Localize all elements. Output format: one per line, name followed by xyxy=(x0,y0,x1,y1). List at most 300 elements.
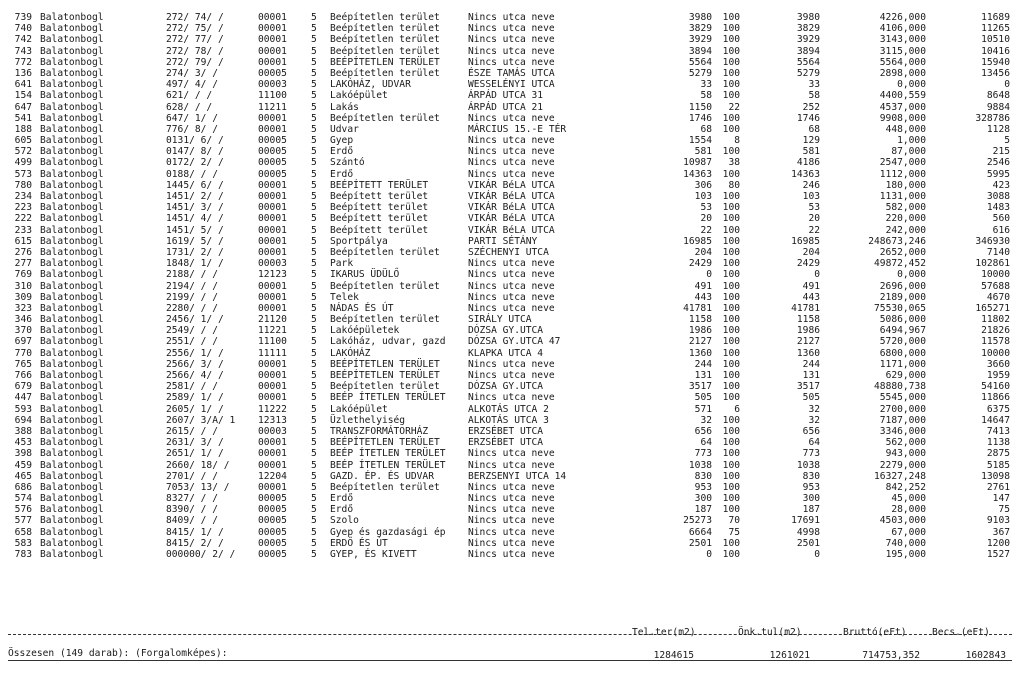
row-gross-value: 248673,246 xyxy=(868,235,926,247)
row-type: 5 xyxy=(311,23,317,35)
row-description: Beépítetlen terület xyxy=(330,112,440,124)
row-address: Nincs utca neve xyxy=(468,302,555,314)
row-estimated-value: 147 xyxy=(992,493,1010,505)
table-row xyxy=(0,79,1024,90)
row-parcel-number: 0172/ 2/ / xyxy=(166,157,224,169)
row-area: 581 xyxy=(694,146,712,158)
row-id: 576 xyxy=(14,504,32,516)
row-settlement: Balatonbogl xyxy=(40,34,104,46)
row-type: 5 xyxy=(311,493,317,505)
row-estimated-value: 5185 xyxy=(986,459,1010,471)
row-type: 5 xyxy=(311,448,317,460)
row-id: 574 xyxy=(14,493,32,505)
row-address: Nincs utca neve xyxy=(468,146,555,158)
row-owned-area: 2429 xyxy=(796,258,820,270)
row-gross-value: 45,000 xyxy=(891,493,926,505)
row-estimated-value: 215 xyxy=(992,146,1010,158)
row-gross-value: 1,000 xyxy=(897,135,926,147)
row-estimated-value: 14647 xyxy=(981,414,1010,426)
row-area: 2429 xyxy=(688,258,712,270)
table-row xyxy=(0,124,1024,135)
row-description: TRANSZFORMÁTORHÁZ xyxy=(330,425,429,437)
row-settlement: Balatonbogl xyxy=(40,269,104,281)
row-settlement: Balatonbogl xyxy=(40,67,104,79)
row-gross-value: 0,000 xyxy=(897,269,926,281)
row-parcel-number: 2631/ 3/ / xyxy=(166,437,224,449)
row-description: BEÉPÍTETT TERÜLET xyxy=(330,179,429,191)
row-area: 1746 xyxy=(688,112,712,124)
row-share: 100 xyxy=(722,470,740,482)
row-share: 100 xyxy=(722,146,740,158)
row-owned-area: 4998 xyxy=(796,526,820,538)
table-row xyxy=(0,348,1024,359)
row-parcel-number: 2566/ 4/ / xyxy=(166,370,224,381)
row-estimated-value: 11802 xyxy=(981,314,1010,326)
row-description: Beépítetlen terület xyxy=(330,23,440,35)
table-row xyxy=(0,370,1024,381)
row-share: 6 xyxy=(734,403,740,415)
row-share: 100 xyxy=(722,246,740,258)
row-type: 5 xyxy=(311,67,317,79)
row-settlement: Balatonbogl xyxy=(40,414,104,426)
row-estimated-value: 2875 xyxy=(986,448,1010,460)
row-share: 100 xyxy=(722,392,740,404)
row-estimated-value: 102861 xyxy=(975,258,1010,270)
row-address: SZÉCHENYI UTCA xyxy=(468,246,549,258)
row-settlement: Balatonbogl xyxy=(40,90,104,102)
row-share: 100 xyxy=(722,425,740,437)
row-id: 770 xyxy=(14,347,32,359)
row-code: 00001 xyxy=(258,213,287,225)
row-estimated-value: 3660 xyxy=(986,358,1010,370)
row-code: 00001 xyxy=(258,448,287,460)
row-settlement: Balatonbogl xyxy=(40,481,104,493)
row-settlement: Balatonbogl xyxy=(40,179,104,191)
row-address: Nincs utca neve xyxy=(468,291,555,303)
row-gross-value: 5545,000 xyxy=(879,392,926,404)
row-code: 11221 xyxy=(258,325,287,337)
row-code: 00005 xyxy=(258,67,287,79)
table-row xyxy=(0,202,1024,213)
row-settlement: Balatonbogl xyxy=(40,280,104,292)
row-code: 11111 xyxy=(258,347,287,359)
row-share: 100 xyxy=(722,504,740,516)
row-gross-value: 2700,000 xyxy=(879,403,926,415)
row-gross-value: 3346,000 xyxy=(879,425,926,437)
row-parcel-number: 1619/ 5/ / xyxy=(166,235,224,247)
row-parcel-number: 0147/ 8/ / xyxy=(166,146,224,158)
row-settlement: Balatonbogl xyxy=(40,325,104,337)
table-row xyxy=(0,135,1024,146)
row-description: BEÉPÍTETLEN TERÜLET xyxy=(330,370,440,381)
row-share: 100 xyxy=(722,258,740,270)
row-estimated-value: 10510 xyxy=(981,34,1010,46)
row-parcel-number: 2651/ 1/ / xyxy=(166,448,224,460)
row-type: 5 xyxy=(311,470,317,482)
row-share: 100 xyxy=(722,12,740,23)
row-type: 5 xyxy=(311,392,317,404)
row-id: 765 xyxy=(14,358,32,370)
row-description: GYEP, ÉS KIVETT xyxy=(330,549,417,560)
row-estimated-value: 11866 xyxy=(981,392,1010,404)
header-becs: Becs.(eFt) xyxy=(932,627,990,638)
row-description: Beépítetlen terület xyxy=(330,481,440,493)
row-owned-area: 20 xyxy=(808,213,820,225)
row-settlement: Balatonbogl xyxy=(40,235,104,247)
header-brutto: Bruttó(eFt) xyxy=(843,627,907,638)
row-owned-area: 3980 xyxy=(796,12,820,23)
row-settlement: Balatonbogl xyxy=(40,470,104,482)
row-area: 131 xyxy=(694,370,712,381)
row-code: 00001 xyxy=(258,291,287,303)
row-code: 00005 xyxy=(258,168,287,180)
row-gross-value: 2652,000 xyxy=(879,246,926,258)
row-code: 12313 xyxy=(258,414,287,426)
row-code: 00001 xyxy=(258,34,287,46)
row-share: 100 xyxy=(722,347,740,359)
row-id: 222 xyxy=(14,213,32,225)
table-row xyxy=(0,236,1024,247)
row-id: 577 xyxy=(14,515,32,527)
row-owned-area: 581 xyxy=(802,146,820,158)
row-id: 277 xyxy=(14,258,32,270)
row-id: 593 xyxy=(14,403,32,415)
row-gross-value: 629,000 xyxy=(885,370,926,381)
row-parcel-number: 2456/ 1/ / xyxy=(166,314,224,326)
row-settlement: Balatonbogl xyxy=(40,213,104,225)
table-row xyxy=(0,482,1024,493)
row-estimated-value: 10000 xyxy=(981,347,1010,359)
row-share: 100 xyxy=(722,291,740,303)
row-settlement: Balatonbogl xyxy=(40,358,104,370)
row-code: 00001 xyxy=(258,370,287,381)
row-share: 100 xyxy=(722,537,740,549)
row-area: 33 xyxy=(700,79,712,91)
row-gross-value: 16327,248 xyxy=(874,470,926,482)
row-gross-value: 1171,000 xyxy=(879,358,926,370)
row-estimated-value: 7140 xyxy=(986,246,1010,258)
row-estimated-value: 346930 xyxy=(975,235,1010,247)
row-code: 00001 xyxy=(258,235,287,247)
row-share: 100 xyxy=(722,123,740,135)
row-id: 679 xyxy=(14,381,32,393)
row-settlement: Balatonbogl xyxy=(40,336,104,348)
row-description: BEÉP ÍTETLEN TERÜLET xyxy=(330,459,446,471)
row-code: 00001 xyxy=(258,459,287,471)
row-share: 100 xyxy=(722,224,740,236)
row-gross-value: 5086,000 xyxy=(879,314,926,326)
row-description: Szántó xyxy=(330,157,365,169)
row-type: 5 xyxy=(311,481,317,493)
row-share: 100 xyxy=(722,481,740,493)
row-estimated-value: 9103 xyxy=(986,515,1010,527)
row-owned-area: 204 xyxy=(802,246,820,258)
row-address: DÓZSA GY.UTCA xyxy=(468,381,544,393)
row-id: 694 xyxy=(14,414,32,426)
row-description: Beépítetlen terület xyxy=(330,314,440,326)
row-id: 743 xyxy=(14,45,32,57)
row-description: NÁDAS ÉS ÚT xyxy=(330,302,394,314)
row-code: 00003 xyxy=(258,425,287,437)
table-row xyxy=(0,225,1024,236)
row-code: 00001 xyxy=(258,123,287,135)
row-address: Nincs utca neve xyxy=(468,549,555,560)
row-estimated-value: 15940 xyxy=(981,56,1010,68)
row-type: 5 xyxy=(311,280,317,292)
row-description: Beépítetlen terület xyxy=(330,280,440,292)
row-area: 25273 xyxy=(683,515,712,527)
row-owned-area: 0 xyxy=(814,549,820,560)
row-owned-area: 103 xyxy=(802,191,820,202)
row-area: 3894 xyxy=(688,45,712,57)
row-area: 300 xyxy=(694,493,712,505)
row-address: Nincs utca neve xyxy=(468,12,555,23)
row-estimated-value: 11578 xyxy=(981,336,1010,348)
row-type: 5 xyxy=(311,314,317,326)
row-area: 22 xyxy=(700,224,712,236)
row-code: 00001 xyxy=(258,12,287,23)
row-parcel-number: 2551/ / / xyxy=(166,336,218,348)
header-onk-tul: Önk.tul(m2) xyxy=(738,627,802,638)
row-owned-area: 953 xyxy=(802,481,820,493)
row-type: 5 xyxy=(311,202,317,214)
row-code: 00003 xyxy=(258,258,287,270)
row-settlement: Balatonbogl xyxy=(40,101,104,113)
row-parcel-number: 2549/ / / xyxy=(166,325,218,337)
row-parcel-number: 2194/ / / xyxy=(166,280,218,292)
row-description: ERDŐ ÉS ÚT xyxy=(330,537,388,549)
row-gross-value: 3143,000 xyxy=(879,34,926,46)
row-share: 8 xyxy=(734,135,740,147)
row-address: ÁRPÁD UTCA 31 xyxy=(468,90,544,102)
row-area: 505 xyxy=(694,392,712,404)
row-code: 11100 xyxy=(258,90,287,102)
row-address: Nincs utca neve xyxy=(468,392,555,404)
row-type: 5 xyxy=(311,526,317,538)
row-estimated-value: 3088 xyxy=(986,191,1010,202)
row-description: Beépítetlen terület xyxy=(330,12,440,23)
row-estimated-value: 2761 xyxy=(986,481,1010,493)
row-type: 5 xyxy=(311,403,317,415)
row-area: 204 xyxy=(694,246,712,258)
row-code: 00005 xyxy=(258,146,287,158)
row-description: Lakóépületek xyxy=(330,325,400,337)
table-row xyxy=(0,281,1024,292)
row-id: 783 xyxy=(14,549,32,560)
row-settlement: Balatonbogl xyxy=(40,12,104,23)
row-parcel-number: 000000/ 2/ / xyxy=(166,549,236,560)
row-type: 5 xyxy=(311,425,317,437)
row-id: 459 xyxy=(14,459,32,471)
row-gross-value: 87,000 xyxy=(891,146,926,158)
row-estimated-value: 7413 xyxy=(986,425,1010,437)
row-code: 00005 xyxy=(258,526,287,538)
row-area: 58 xyxy=(700,90,712,102)
row-owned-area: 443 xyxy=(802,291,820,303)
row-gross-value: 5720,000 xyxy=(879,336,926,348)
row-estimated-value: 4670 xyxy=(986,291,1010,303)
row-id: 541 xyxy=(14,112,32,124)
row-gross-value: 67,000 xyxy=(891,526,926,538)
row-parcel-number: 2607/ 3/A/ 1 xyxy=(166,414,236,426)
row-gross-value: 2547,000 xyxy=(879,157,926,169)
table-row xyxy=(0,57,1024,68)
table-row xyxy=(0,90,1024,101)
row-id: 583 xyxy=(14,537,32,549)
row-address: Nincs utca neve xyxy=(468,526,555,538)
row-type: 5 xyxy=(311,336,317,348)
row-address: KLAPKA UTCA 4 xyxy=(468,347,544,359)
total-tel-ter: 1284615 xyxy=(653,650,694,661)
row-estimated-value: 10000 xyxy=(981,269,1010,281)
row-area: 1150 xyxy=(688,101,712,113)
row-owned-area: 1360 xyxy=(796,347,820,359)
row-gross-value: 220,000 xyxy=(885,213,926,225)
row-gross-value: 48880,738 xyxy=(874,381,926,393)
row-estimated-value: 13098 xyxy=(981,470,1010,482)
table-row xyxy=(0,325,1024,336)
row-parcel-number: 272/ 75/ / xyxy=(166,23,224,35)
row-estimated-value: 9884 xyxy=(986,101,1010,113)
row-address: DÓZSA GY.UTCA xyxy=(468,325,544,337)
table-row xyxy=(0,68,1024,79)
row-gross-value: 5564,000 xyxy=(879,56,926,68)
row-code: 00001 xyxy=(258,381,287,393)
row-settlement: Balatonbogl xyxy=(40,112,104,124)
row-id: 772 xyxy=(14,56,32,68)
row-type: 5 xyxy=(311,459,317,471)
row-share: 100 xyxy=(722,280,740,292)
row-area: 306 xyxy=(694,179,712,191)
row-estimated-value: 1128 xyxy=(986,123,1010,135)
row-address: Nincs utca neve xyxy=(468,168,555,180)
table-row xyxy=(0,515,1024,526)
row-gross-value: 582,000 xyxy=(885,202,926,214)
row-owned-area: 1158 xyxy=(796,314,820,326)
row-share: 100 xyxy=(722,56,740,68)
row-id: 323 xyxy=(14,302,32,314)
row-settlement: Balatonbogl xyxy=(40,224,104,236)
row-description: Park xyxy=(330,258,354,270)
row-code: 00001 xyxy=(258,358,287,370)
row-type: 5 xyxy=(311,291,317,303)
table-row xyxy=(0,448,1024,459)
row-code: 00001 xyxy=(258,392,287,404)
row-area: 5564 xyxy=(688,56,712,68)
row-area: 0 xyxy=(706,549,712,560)
row-owned-area: 246 xyxy=(802,179,820,191)
row-address: VIKÁR BéLA UTCA xyxy=(468,224,555,236)
row-address: Nincs utca neve xyxy=(468,537,555,549)
row-settlement: Balatonbogl xyxy=(40,448,104,460)
row-code: 12204 xyxy=(258,470,287,482)
row-owned-area: 131 xyxy=(802,370,820,381)
row-id: 370 xyxy=(14,325,32,337)
row-share: 75 xyxy=(728,526,740,538)
row-type: 5 xyxy=(311,246,317,258)
row-estimated-value: 11265 xyxy=(981,23,1010,35)
row-gross-value: 1112,000 xyxy=(879,168,926,180)
row-description: Beépítetlen terület xyxy=(330,246,440,258)
table-row xyxy=(0,34,1024,45)
row-area: 16985 xyxy=(683,235,712,247)
row-estimated-value: 0 xyxy=(1004,79,1010,91)
row-estimated-value: 11689 xyxy=(981,12,1010,23)
row-code: 11100 xyxy=(258,336,287,348)
row-type: 5 xyxy=(311,504,317,516)
row-area: 14363 xyxy=(683,168,712,180)
row-type: 5 xyxy=(311,381,317,393)
row-area: 68 xyxy=(700,123,712,135)
row-owned-area: 830 xyxy=(802,470,820,482)
row-share: 100 xyxy=(722,370,740,381)
row-id: 647 xyxy=(14,101,32,113)
table-row xyxy=(0,269,1024,280)
row-share: 100 xyxy=(722,358,740,370)
row-description: Szolo xyxy=(330,515,359,527)
row-area: 187 xyxy=(694,504,712,516)
row-settlement: Balatonbogl xyxy=(40,549,104,560)
row-share: 100 xyxy=(722,459,740,471)
row-parcel-number: 2188/ / / xyxy=(166,269,218,281)
row-id: 572 xyxy=(14,146,32,158)
row-code: 11222 xyxy=(258,403,287,415)
row-type: 5 xyxy=(311,213,317,225)
row-description: Beépítetlen terület xyxy=(330,381,440,393)
row-settlement: Balatonbogl xyxy=(40,515,104,527)
row-address: Nincs utca neve xyxy=(468,34,555,46)
row-gross-value: 448,000 xyxy=(885,123,926,135)
row-type: 5 xyxy=(311,224,317,236)
row-type: 5 xyxy=(311,414,317,426)
row-parcel-number: 2556/ 1/ / xyxy=(166,347,224,359)
row-share: 38 xyxy=(728,157,740,169)
row-address: SIRÁLY UTCA xyxy=(468,314,532,326)
row-description: LAKÓHÁZ, UDVAR xyxy=(330,79,411,91)
row-owned-area: 3517 xyxy=(796,381,820,393)
row-code: 00005 xyxy=(258,549,287,560)
row-description: LAKÓHÁZ xyxy=(330,347,371,359)
row-code: 00001 xyxy=(258,56,287,68)
row-settlement: Balatonbogl xyxy=(40,381,104,393)
row-share: 100 xyxy=(722,549,740,560)
row-estimated-value: 75 xyxy=(998,504,1010,516)
row-settlement: Balatonbogl xyxy=(40,45,104,57)
row-id: 742 xyxy=(14,34,32,46)
table-row xyxy=(0,314,1024,325)
row-share: 100 xyxy=(722,336,740,348)
row-type: 5 xyxy=(311,437,317,449)
row-share: 100 xyxy=(722,437,740,449)
row-gross-value: 4537,000 xyxy=(879,101,926,113)
row-parcel-number: 628/ / / xyxy=(166,101,213,113)
row-address: Nincs utca neve xyxy=(468,459,555,471)
row-settlement: Balatonbogl xyxy=(40,23,104,35)
row-owned-area: 1986 xyxy=(796,325,820,337)
row-description: Erdő xyxy=(330,504,354,516)
row-id: 641 xyxy=(14,79,32,91)
row-address: ALKOTÁS UTCA 2 xyxy=(468,403,549,415)
row-type: 5 xyxy=(311,179,317,191)
row-parcel-number: 274/ 3/ / xyxy=(166,67,218,79)
row-area: 3517 xyxy=(688,381,712,393)
row-code: 00001 xyxy=(258,23,287,35)
row-address: VIKÁR BéLA UTCA xyxy=(468,202,555,214)
row-owned-area: 16985 xyxy=(791,235,820,247)
row-owned-area: 3929 xyxy=(796,34,820,46)
row-share: 100 xyxy=(722,213,740,225)
row-type: 5 xyxy=(311,269,317,281)
